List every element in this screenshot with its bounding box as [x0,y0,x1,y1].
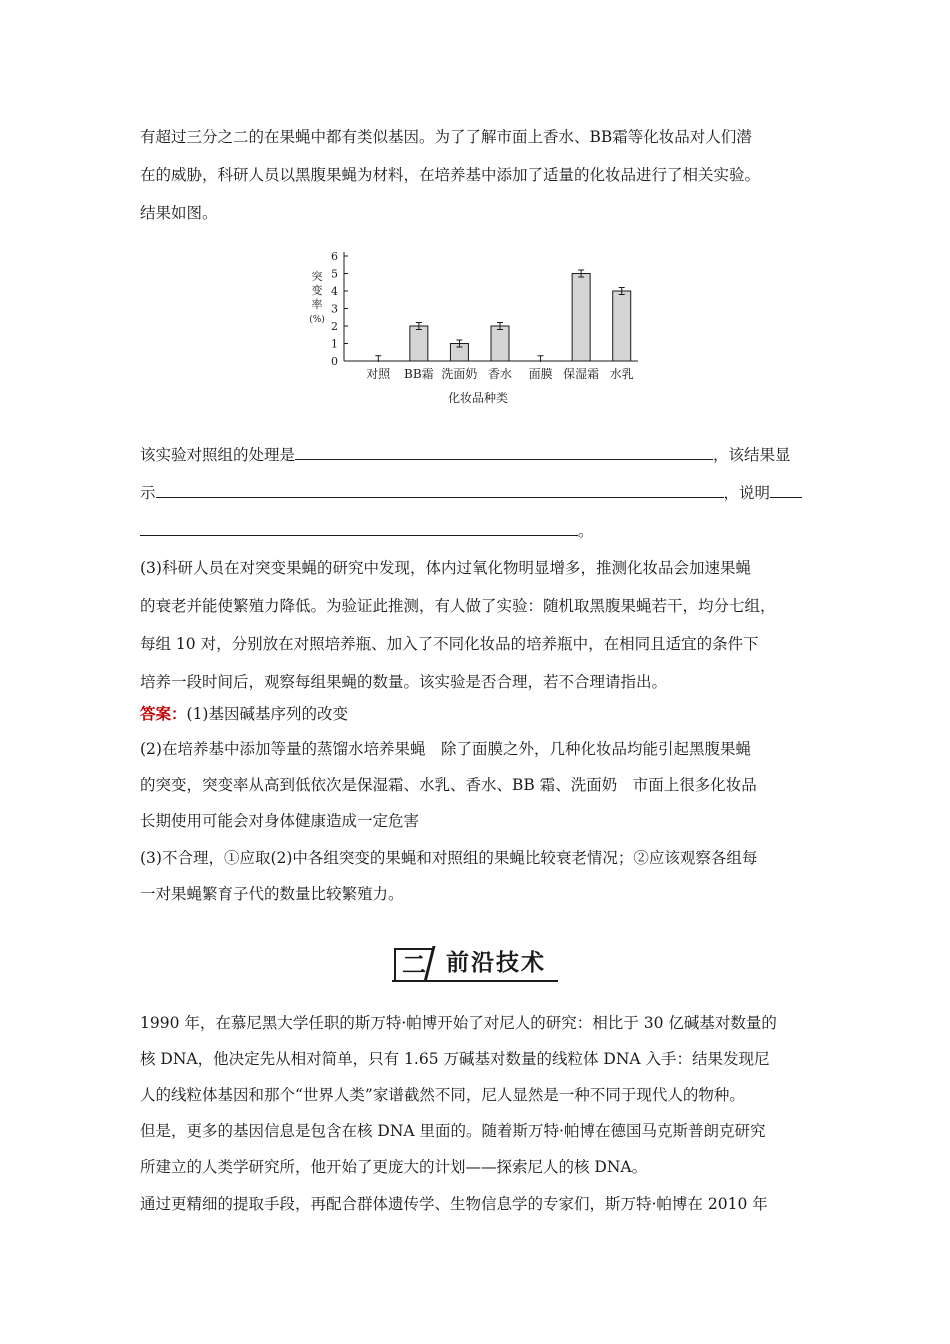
section-title: 前沿技术 [446,950,546,976]
y-axis-label-part: 突 [311,270,323,283]
y-tick-label: 4 [331,285,338,298]
section-number: 二 [394,948,432,982]
intro-line-2: 在的威胁，科研人员以黑腹果蝇为材料，在培养基中添加了适量的化妆品进行了相关实验。 [140,166,761,184]
body-p1-line-5: 所建立的人类学研究所，他开始了更庞大的计划——探索尼人的核 DNA。 [140,1158,648,1176]
answer-2-line-1: (2)在培养基中添加等量的蒸馏水培养果蝇 除了面膜之外，几种化妆品均能引起黑腹果蝇 [140,740,751,758]
answer-blank-control-treatment[interactable] [295,444,713,460]
y-tick-label: 0 [331,355,338,368]
question3-line-2: 的衰老并能使繁殖力降低。为验证此推测，有人做了实验：随机取黑腹果蝇若干，均分七组， [140,597,776,615]
body-p2-line-1: 通过更精细的提取手段，再配合群体遗传学、生物信息学的专家们，斯万特·帕博在 2010 年 [140,1195,768,1213]
x-tick-label: BB霜 [404,367,434,381]
intro-line-1: 有超过三分之二的在果蝇中都有类似基因。为了了解市面上香水、BB霜等化妆品对人们潜 [140,128,752,146]
x-tick-label: 洗面奶 [441,367,478,381]
answer-1: (1)基因碱基序列的改变 [186,705,348,723]
chart-axes [331,250,638,368]
x-tick-label: 面膜 [528,367,553,381]
question3-line-4: 培养一段时间后，观察每组果蝇的数量。该实验是否合理，若不合理请指出。 [140,673,668,691]
bar-5 [572,274,590,362]
section-heading [392,944,560,984]
y-axis-label-part: (%) [309,315,325,325]
y-tick-label: 2 [331,320,338,333]
y-axis-label-part: 率 [311,298,323,311]
question2-suffix-1: ，该结果显 [713,446,791,464]
bar-1 [410,326,428,361]
y-tick-label: 3 [331,302,338,316]
question3-line-1: (3)科研人员在对突变果蝇的研究中发现，体内过氧化物明显增多，推测化妆品会加速果蝇 [140,559,751,577]
intro-line-3: 结果如图。 [140,204,218,222]
y-axis-label-part: 变 [311,284,323,297]
answer-label: 答案： [140,704,187,723]
bar-3 [491,326,509,361]
y-tick-label: 1 [331,337,338,351]
answer-2-line-2: 的突变，突变率从高到低依次是保湿霜、水乳、香水、BB 霜、洗面奶 市面上很多化妆品 [140,776,757,794]
question3-line-3: 每组 10 对，分别放在对照培养瓶、加入了不同化妆品的培养瓶中，在相同且适宜的条件下 [140,635,759,653]
chart-x-axis-label: 化妆品种类 [447,391,509,405]
body-p1-line-4: 但是，更多的基因信息是包含在核 DNA 里面的。随着斯万特·帕博在德国马克斯普朗克研究 [140,1122,766,1140]
x-tick-label: 对照 [366,367,391,381]
x-tick-label: 保湿霜 [563,367,600,381]
answer-blank-explains-start[interactable] [770,482,802,498]
answer-blank-explains[interactable] [140,520,578,536]
question2-line-1 [140,444,820,466]
section-underline [392,980,558,982]
x-tick-label: 香水 [487,367,513,381]
question2-suffix-2: ，说明 [723,484,771,502]
question2-prefix-1: 该实验对照组的处理是 [140,446,296,464]
body-p1-line-1: 1990 年，在慕尼黑大学任职的斯万特·帕博开始了对尼人的研究：相比于 30 亿碱基对数量的 [140,1014,777,1032]
body-p1-line-2: 核 DNA，他决定先从相对简单，只有 1.65 万碱基对数量的线粒体 DNA 入手：结果发现尼 [140,1050,770,1068]
answer-blank-result-shows[interactable] [156,482,724,498]
y-tick-label: 5 [331,267,338,281]
answer-2-line-3: 长期使用可能会对身体健康造成一定危害 [140,812,420,830]
mutation-rate-bar-chart [300,244,640,410]
question2-suffix-3: 。 [578,522,594,540]
body-p1-line-3: 人的线粒体基因和那个“世界人类”家谱截然不同，尼人显然是一种不同于现代人的物种。 [140,1086,745,1104]
question2-line-2 [140,482,820,504]
x-tick-label: 水乳 [609,367,634,381]
question2-prefix-2: 示 [140,484,156,502]
question2-line-3 [140,520,820,542]
y-tick-label: 6 [331,250,338,263]
chart-bars [375,270,630,362]
bar-6 [613,291,631,361]
answer-3-line-1: (3)不合理，①应取(2)中各组突变的果蝇和对照组的果蝇比较衰老情况；②应该观察各组每 [140,849,758,867]
answer-3-line-2: 一对果蝇繁育子代的数量比较繁殖力。 [140,885,404,903]
answer-line-1 [140,703,820,725]
chart-x-tick-labels [366,366,633,381]
chart-y-axis-label [309,270,325,325]
